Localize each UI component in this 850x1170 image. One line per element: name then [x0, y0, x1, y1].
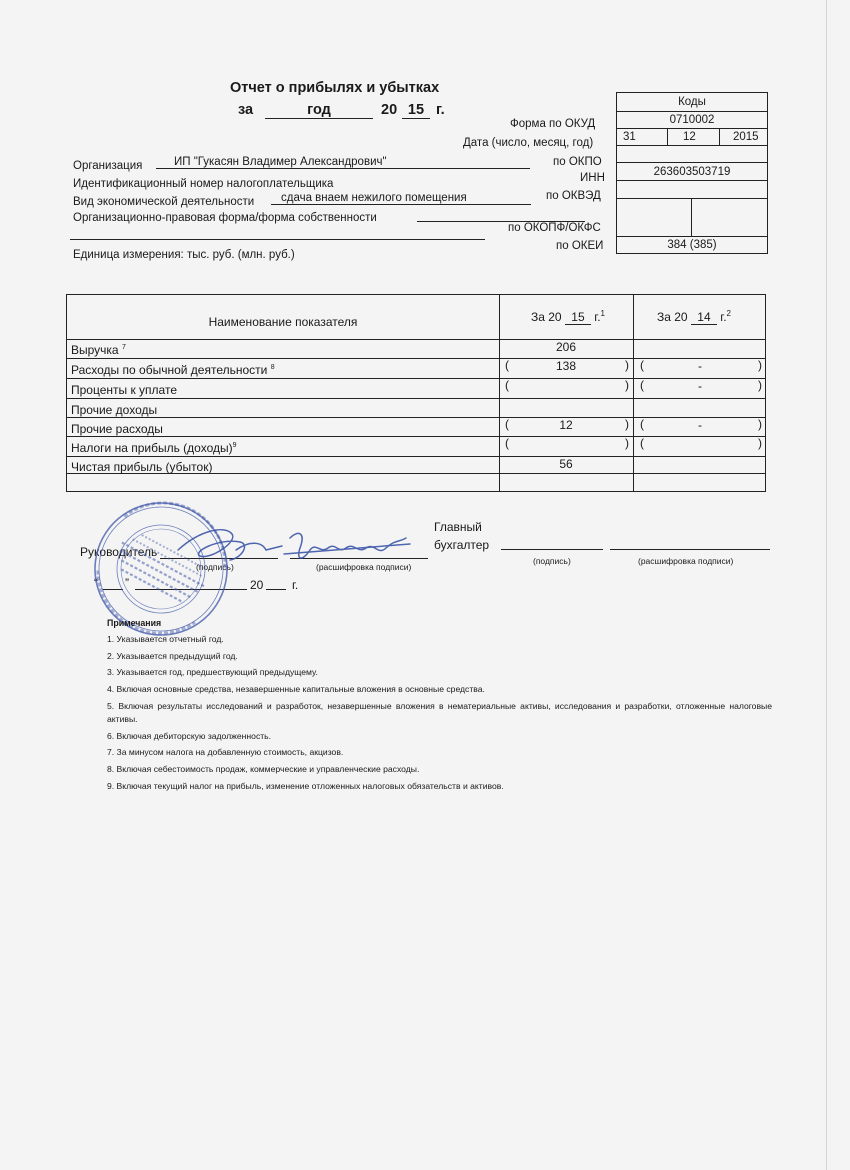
negative-parenthesis: (: [640, 436, 644, 450]
negative-parenthesis: ): [758, 378, 762, 392]
date-quote-close: ”: [125, 576, 129, 590]
row-interest-label: Проценты к уплате: [71, 383, 177, 397]
codes-box: [616, 92, 768, 254]
row-revenue-label: Выручка $^7$: [71, 343, 126, 357]
date-label: Дата (число, месяц, год): [463, 137, 594, 149]
acc-decode-caption: (расшифровка подписи): [638, 556, 734, 566]
paper-edge: [826, 0, 827, 1170]
notes-section: [107, 617, 772, 793]
date-month: 12: [683, 131, 696, 143]
okud-value: 0710002: [617, 111, 767, 129]
note-item: 1. Указывается отчетный год.: [107, 633, 224, 644]
head-label: Руководитель: [80, 545, 158, 559]
org-value: ИП "Гукасян Владимер Александрович": [156, 156, 530, 169]
row-expenses-label: Расходы по обычной деятельности $^8$: [71, 363, 275, 377]
negative-parenthesis: (: [640, 378, 644, 392]
negative-parenthesis: (: [505, 358, 509, 372]
report-title: Отчет о прибылях и убытках: [230, 80, 440, 96]
head-sign-caption: (подпись): [196, 562, 234, 572]
acc-sign-line: [501, 549, 603, 550]
negative-parenthesis: ): [625, 436, 629, 450]
negative-parenthesis: ): [625, 358, 629, 372]
period-za: за: [238, 102, 254, 118]
unit-label: Единица измерения: тыс. руб. (млн. руб.): [73, 249, 295, 261]
head-decode-caption: (расшифровка подписи): [316, 562, 412, 572]
org-label: Организация: [73, 160, 143, 172]
activity-value: сдача внаем нежилого помещения: [271, 192, 531, 205]
note-item: 8. Включая себестоимость продаж, коммерческие и управленческие расходы.: [107, 764, 420, 775]
note-item: 4. Включая основные средства, незавершенные капитальные вложения в основные средства.: [107, 684, 485, 695]
note-item: 6. Включая дебиторскую задолженность.: [107, 730, 272, 741]
acc-decode-line: [610, 549, 770, 550]
acc-sign-caption: (подпись): [533, 556, 571, 566]
negative-parenthesis: ): [758, 417, 762, 431]
okved-label: по ОКВЭД: [546, 190, 601, 202]
okopf-label: по ОКОПФ/ОКФС: [508, 222, 601, 234]
codes-title: Коды: [678, 96, 706, 108]
note-item: 3. Указывается год, предшествующий предыдущему.: [107, 667, 318, 678]
date-year-line: [266, 589, 286, 590]
negative-parenthesis: (: [505, 378, 509, 392]
row-other-income-label: Прочие доходы: [71, 403, 158, 417]
accountant-label-1: Главный: [434, 520, 482, 534]
row-expenses-prev: -: [698, 359, 702, 373]
row-interest-prev: -: [698, 379, 702, 393]
okud-label: Форма по ОКУД: [510, 118, 596, 130]
negative-parenthesis: ): [625, 417, 629, 431]
negative-parenthesis: ): [758, 436, 762, 450]
negative-parenthesis: ): [758, 358, 762, 372]
form-line-2: [70, 239, 485, 240]
row-other-expenses-label: Прочие расходы: [71, 422, 163, 436]
handwritten-signature: [170, 520, 430, 572]
form-line: [417, 221, 585, 222]
form-label: Организационно-правовая форма/форма собственности: [73, 212, 377, 224]
inn-value: 263603503719: [617, 162, 767, 181]
negative-parenthesis: (: [640, 417, 644, 431]
date-day: 31: [623, 131, 636, 143]
period-value: год: [265, 102, 373, 119]
accountant-label-2: бухгалтер: [434, 538, 490, 552]
row-net-profit-cur: 56: [559, 457, 573, 471]
row-net-profit-label: Чистая прибыль (убыток): [71, 460, 213, 474]
pl-table: [66, 294, 766, 492]
year-prefix: 20: [381, 102, 398, 118]
col-name-header: Наименование показателя: [208, 315, 358, 329]
okei-label: по ОКЕИ: [556, 240, 604, 252]
col-prev-header: За 20 14 г.$^2$: [657, 309, 731, 324]
notes-title: Примечания: [107, 618, 162, 628]
negative-parenthesis: (: [640, 358, 644, 372]
inn-label: ИНН: [580, 172, 605, 184]
col-cur-header: За 20 15 г.$^1$: [531, 309, 605, 324]
okpo-value: [617, 145, 767, 163]
date-year-prefix: 20: [250, 578, 264, 592]
negative-parenthesis: ): [625, 378, 629, 392]
negative-parenthesis: (: [505, 436, 509, 450]
activity-label: Вид экономической деятельности: [73, 196, 255, 208]
okopf-value: [617, 198, 767, 237]
inn-text-label: Идентификационный номер налогоплательщика: [73, 178, 334, 190]
row-expenses-cur: 138: [555, 359, 577, 373]
row-tax-label: Налоги на прибыль (доходы)$^9$: [71, 441, 237, 455]
note-item: 2. Указывается предыдущий год.: [107, 650, 238, 661]
date-suffix: г.: [292, 578, 299, 592]
okved-value: [617, 180, 767, 199]
note-item: 5. Включая результаты исследований и разработок, незавершенные вложения в нематериальные активы, исследования и разработки, отложенные налоговые активы.: [107, 700, 772, 724]
row-other-expenses-cur: 12: [559, 418, 573, 432]
okpo-label: по ОКПО: [553, 156, 602, 168]
year-suffix: г.: [436, 102, 445, 118]
date-row: [617, 128, 767, 146]
negative-parenthesis: (: [505, 417, 509, 431]
note-item: 7. За минусом налога на добавленную стоимость, акцизов.: [107, 747, 344, 758]
date-year: 2015: [733, 131, 759, 143]
note-item: 9. Включая текущий налог на прибыль, изменение отложенных налоговых обязательств и активов.: [107, 780, 504, 791]
okei-value: 384 (385): [617, 236, 767, 254]
row-other-expenses-prev: -: [698, 418, 702, 432]
year-value: 15: [402, 102, 430, 119]
row-revenue-cur: 206: [555, 340, 577, 354]
date-quote-open: “: [94, 576, 98, 590]
